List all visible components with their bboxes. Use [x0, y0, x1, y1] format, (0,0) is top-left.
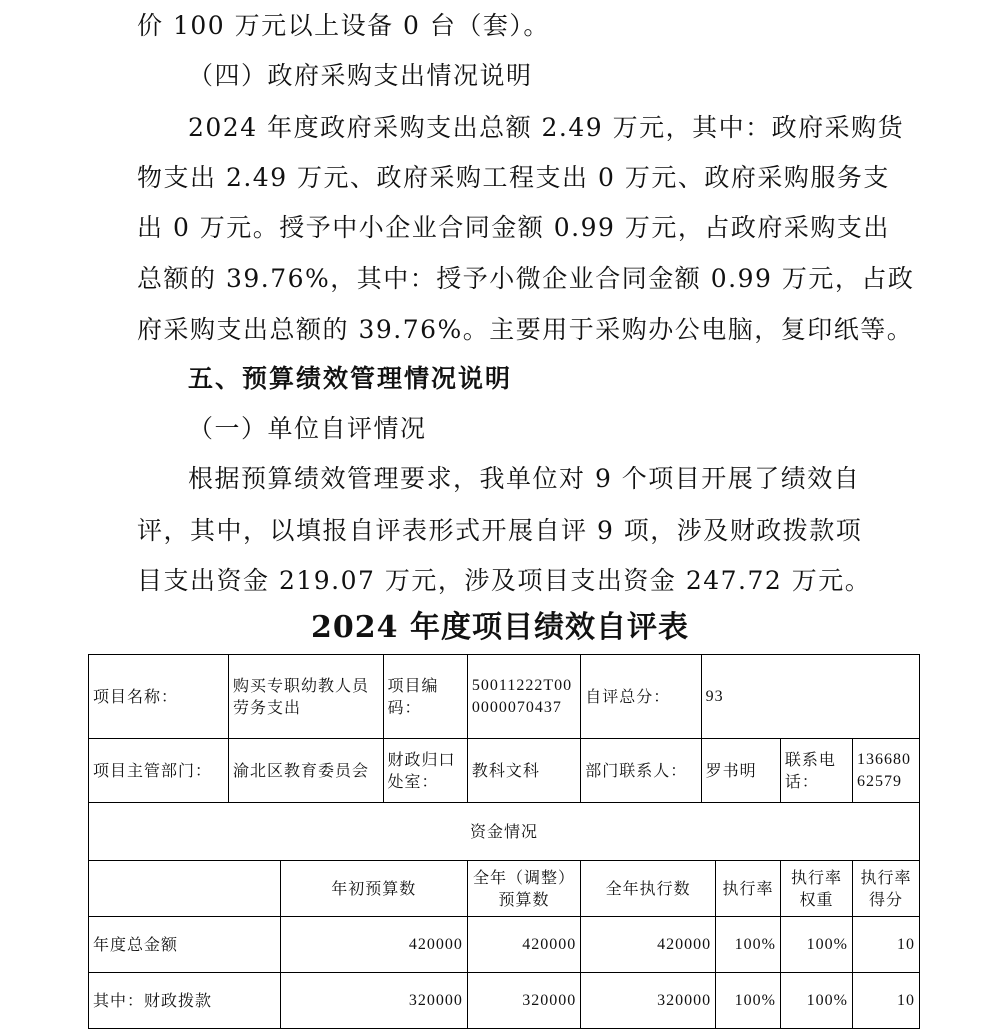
- table-header-row: [89, 861, 920, 917]
- rate-weight: 100%: [780, 917, 852, 973]
- rate-score: 10: [853, 973, 920, 1029]
- sub-heading: （一）单位自评情况: [188, 414, 427, 443]
- performance-evaluation-table: [88, 654, 920, 1029]
- row-label: 年度总金额: [89, 917, 281, 973]
- self-score-label: 自评总分：: [581, 655, 701, 739]
- section-heading: （四）政府采购支出情况说明: [188, 61, 533, 90]
- paragraph-line: 总额的 39.76%，其中：授予小微企业合同金额 0.99 万元，占政: [137, 264, 915, 293]
- adjusted-budget: 320000: [467, 973, 580, 1029]
- phone-label: 联系电话：: [780, 739, 852, 803]
- table-row: [89, 655, 920, 739]
- execution-rate: 100%: [716, 973, 781, 1029]
- project-name-label: 项目名称：: [89, 655, 229, 739]
- adjusted-budget: 420000: [467, 917, 580, 973]
- table-row: [89, 973, 920, 1029]
- executed-amount: 320000: [581, 973, 716, 1029]
- header-cell: 执行率: [716, 861, 781, 917]
- paragraph-line: 出 0 万元。授予中小企业合同金额 0.99 万元，占政府采购支出: [137, 213, 890, 242]
- paragraph-line: 评，其中，以填报自评表形式开展自评 9 项，涉及财政拨款项: [137, 516, 863, 545]
- rate-weight: 100%: [780, 973, 852, 1029]
- rate-score: 10: [853, 917, 920, 973]
- header-cell: [89, 861, 281, 917]
- office-label: 财政归口处室：: [383, 739, 467, 803]
- row-label: 其中：财政拨款: [89, 973, 281, 1029]
- paragraph-line: 根据预算绩效管理要求，我单位对 9 个项目开展了绩效自: [188, 464, 861, 493]
- contact-label: 部门联系人：: [581, 739, 701, 803]
- dept-value: 渝北区教育委员会: [229, 739, 383, 803]
- contact-value: 罗书明: [701, 739, 780, 803]
- header-cell: 全年执行数: [581, 861, 716, 917]
- header-cell: 执行率得分: [853, 861, 920, 917]
- office-value: 教科文科: [467, 739, 580, 803]
- paragraph-line: 目支出资金 219.07 万元，涉及项目支出资金 247.72 万元。: [137, 566, 872, 595]
- paragraph-line: 物支出 2.49 万元、政府采购工程支出 0 万元、政府采购服务支: [137, 163, 890, 192]
- execution-rate: 100%: [716, 917, 781, 973]
- paragraph-line: 府采购支出总额的 39.76%。主要用于采购办公电脑，复印纸等。: [137, 315, 914, 344]
- self-score-value: 93: [701, 655, 919, 739]
- paragraph-line: 2024 年度政府采购支出总额 2.49 万元，其中：政府采购货: [188, 113, 905, 142]
- table-title: 2024 年度项目绩效自评表: [311, 610, 689, 645]
- project-code-label: 项目编码：: [383, 655, 467, 739]
- dept-label: 项目主管部门：: [89, 739, 229, 803]
- table-row: [89, 803, 920, 861]
- header-cell: 全年（调整）预算数: [467, 861, 580, 917]
- initial-budget: 320000: [280, 973, 467, 1029]
- initial-budget: 420000: [280, 917, 467, 973]
- table-row: [89, 917, 920, 973]
- header-cell: 执行率权重: [780, 861, 852, 917]
- section-heading: 五、预算绩效管理情况说明: [188, 364, 513, 393]
- paragraph-line: 价 100 万元以上设备 0 台（套）。: [137, 11, 550, 40]
- project-code-value: 50011222T000000070437: [467, 655, 580, 739]
- table-row: [89, 739, 920, 803]
- header-cell: 年初预算数: [280, 861, 467, 917]
- project-name-value: 购买专职幼教人员劳务支出: [229, 655, 383, 739]
- phone-value: 13668062579: [853, 739, 920, 803]
- funds-heading: 资金情况: [89, 803, 920, 861]
- executed-amount: 420000: [581, 917, 716, 973]
